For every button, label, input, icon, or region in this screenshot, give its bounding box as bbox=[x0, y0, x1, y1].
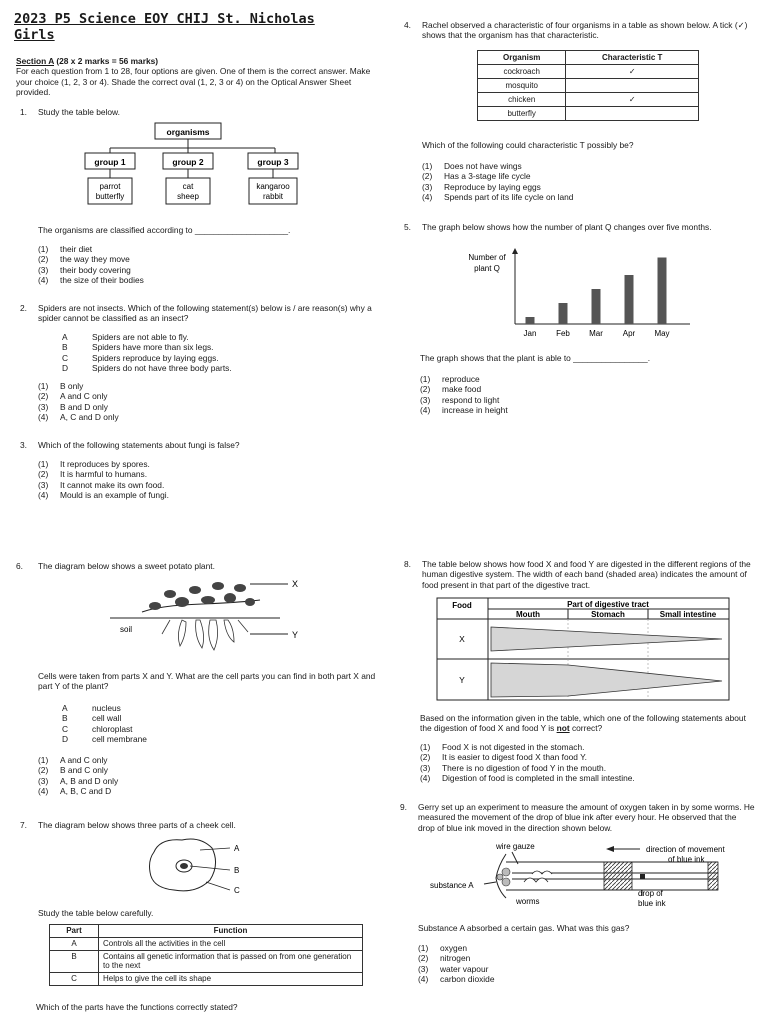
q3-number: 3. bbox=[20, 440, 27, 450]
q9-label-drop-1: drop of bbox=[638, 889, 663, 898]
table-row: mosquito bbox=[478, 79, 699, 93]
q4-table bbox=[477, 50, 699, 121]
q4-header-organism: Organism bbox=[478, 51, 566, 65]
q8-food-header: Food bbox=[452, 601, 472, 610]
q5-tick-labels bbox=[524, 329, 670, 338]
table-row: C Helps to give the cell its shape bbox=[50, 973, 363, 986]
q9-option: (4) carbon dioxide bbox=[418, 973, 495, 984]
q3-options bbox=[38, 459, 288, 500]
q1-member: rabbit bbox=[262, 192, 284, 201]
q5-tick-label: May bbox=[654, 329, 670, 338]
q1-option: (4) the size of their bodies bbox=[38, 274, 144, 285]
q2-statements bbox=[62, 332, 342, 373]
q1-member: sheep bbox=[177, 192, 199, 201]
q1-option: (3) their body covering bbox=[38, 264, 131, 275]
q5-bars bbox=[526, 258, 667, 325]
q9-option: (2) nitrogen bbox=[418, 953, 471, 964]
q5-bar-apr bbox=[625, 275, 634, 324]
q6-label-x: X bbox=[292, 579, 299, 589]
page-title bbox=[14, 12, 364, 44]
q5-after: The graph shows that the plant is able to ________________. bbox=[420, 353, 651, 363]
title-line-2: Girls bbox=[14, 26, 55, 43]
q3-option: (2) It is harmful to humans. bbox=[38, 469, 148, 480]
q9-option: (1) oxygen bbox=[418, 943, 468, 953]
q8-band-x bbox=[491, 627, 722, 651]
q9-number: 9. bbox=[400, 802, 407, 812]
q3-stem: Which of the following statements about fungi is false? bbox=[38, 440, 240, 450]
q3-option: (4) Mould is an example of fungi. bbox=[38, 489, 169, 500]
q1-group-3-label: group 3 bbox=[257, 157, 289, 167]
q2-statement: B Spiders have more than six legs. bbox=[62, 342, 214, 353]
q8-digestion-table bbox=[436, 597, 732, 703]
q5-bar-mar bbox=[592, 289, 601, 324]
q4-question: Which of the following could characteristic T possibly be? bbox=[422, 140, 634, 150]
q8-question: Based on the information given in the table, which one of the following statements about the digestion of food X and food Y is not correct? bbox=[420, 713, 746, 734]
q6-statement: B cell wall bbox=[62, 713, 122, 724]
q1-root-label: organisms bbox=[166, 127, 210, 137]
q6-statement: D cell membrane bbox=[62, 733, 147, 744]
q7-study-text: Study the table below carefully. bbox=[38, 908, 154, 918]
q9-options bbox=[418, 943, 718, 984]
q6-question: Cells were taken from parts X and Y. What are the cell parts you can find in both part X and part Y of the plant? bbox=[38, 671, 376, 692]
q8-stem: The table below shows how food X and food Y are digested in the different regions of the human digestive system. The width of each band (shaded area) indicates the amount of food present in that part of the digestive tract. bbox=[422, 559, 751, 590]
q2-statement: A Spiders are not able to fly. bbox=[62, 332, 189, 342]
table-row: B Contains all genetic information that is passed on from one generation to the next bbox=[50, 950, 363, 973]
section-a-marks: (28 x 2 marks = 56 marks) bbox=[54, 56, 159, 66]
q6-option: (1) A and C only bbox=[38, 755, 108, 765]
q4-option: (4) Spends part of its life cycle on land bbox=[422, 191, 574, 202]
q8-food-y: Y bbox=[459, 675, 465, 685]
q4-option: (1) Does not have wings bbox=[422, 161, 522, 171]
q9-label-drop-2: blue ink bbox=[638, 899, 666, 908]
q5-tick-label: Feb bbox=[556, 329, 570, 338]
q6-label-soil: soil bbox=[120, 625, 133, 634]
q8-food-x: X bbox=[459, 634, 465, 644]
q1-option: (2) the way they move bbox=[38, 254, 130, 265]
q4-option: (2) Has a 3-stage life cycle bbox=[422, 171, 531, 182]
q9-label-wire-gauze: wire gauze bbox=[496, 842, 535, 851]
q7-stem: The diagram below shows three parts of a cheek cell. bbox=[38, 820, 236, 830]
q9-label-worms: worms bbox=[516, 897, 540, 906]
q5-option: (2) make food bbox=[420, 384, 482, 395]
q4-option: (3) Reproduce by laying eggs bbox=[422, 181, 541, 192]
q3-option: (3) It cannot make its own food. bbox=[38, 479, 165, 490]
q6-options bbox=[38, 755, 288, 796]
q1-member: cat bbox=[182, 182, 194, 191]
q9-question: Substance A absorbed a certain gas. What was this gas? bbox=[418, 923, 630, 933]
q5-tick-label: Apr bbox=[622, 329, 636, 338]
q5-bar-jan bbox=[526, 317, 535, 324]
q4-options bbox=[422, 161, 722, 202]
q2-option: (3) B and D only bbox=[38, 401, 108, 412]
q5-option: (1) reproduce bbox=[420, 374, 480, 384]
q1-member: kangaroo bbox=[256, 182, 290, 191]
q8-region-mouth: Mouth bbox=[516, 610, 540, 619]
q7-cheek-cell-diagram bbox=[140, 834, 260, 898]
q9-label-direction-2: of blue ink bbox=[668, 855, 705, 864]
table-row: chicken ✓ bbox=[478, 93, 699, 107]
q7-header-part: Part bbox=[50, 925, 99, 938]
q5-option: (3) respond to light bbox=[420, 394, 500, 405]
q6-option: (2) B and C only bbox=[38, 765, 108, 776]
q2-number: 2. bbox=[20, 303, 27, 313]
q8-options bbox=[420, 742, 740, 783]
q9-experiment-diagram bbox=[428, 838, 748, 914]
q5-tick-label: Mar bbox=[589, 329, 603, 338]
q1-group-1-label: group 1 bbox=[94, 157, 126, 167]
q2-option: (4) A, C and D only bbox=[38, 411, 119, 422]
q9-ink-drop bbox=[640, 874, 645, 879]
q2-options bbox=[38, 381, 288, 422]
q2-stem: Spiders are not insects. Which of the following statement(s) below is / are reason(s) why a spider cannot be classified as an insect? bbox=[38, 303, 372, 324]
q7-label-a: A bbox=[234, 844, 240, 853]
q7-label-b: B bbox=[234, 866, 240, 875]
section-a-instructions: For each question from 1 to 28, four options are given. One of them is the correct answer. Make your choice (1, 2, 3 or 4). Shade the correct oval (1, 2, 3 or 4) on the Optical Answer Sheet provided. bbox=[16, 66, 371, 97]
q8-number: 8. bbox=[404, 559, 411, 569]
q9-option: (3) water vapour bbox=[418, 963, 489, 974]
q8-region-stomach: Stomach bbox=[591, 610, 625, 619]
q9-label-substance-a: substance A bbox=[430, 881, 474, 890]
q5-tick-label: Jan bbox=[523, 329, 537, 338]
q2-option: (1) B only bbox=[38, 381, 84, 391]
q5-option: (4) increase in height bbox=[420, 404, 508, 415]
q2-statement: C Spiders reproduce by laying eggs. bbox=[62, 352, 219, 363]
q6-stem: The diagram below shows a sweet potato plant. bbox=[38, 561, 215, 571]
q6-statement: A nucleus bbox=[62, 703, 121, 713]
q9-stem: Gerry set up an experiment to measure the amount of oxygen taken in by some worms. He measured the movement of the drop of blue ink after every hour. He observed that the drop of blue ink moved in the direction shown below. bbox=[418, 802, 755, 833]
q6-number: 6. bbox=[16, 561, 23, 571]
q5-bar-may bbox=[658, 258, 667, 325]
q7-question: Which of the parts have the functions correctly stated? bbox=[36, 1002, 238, 1012]
title-line-1: 2023 P5 Science EOY CHIJ St. Nicholas bbox=[14, 11, 315, 27]
q5-bar-feb bbox=[559, 303, 568, 324]
section-a-intro bbox=[16, 56, 381, 97]
q6-statements bbox=[62, 703, 312, 744]
q8-option: (4) Digestion of food is completed in the small intestine. bbox=[420, 772, 635, 783]
q1-prompt: Study the table below. bbox=[38, 107, 120, 117]
q1-stem: The organisms are classified according to ____________________. bbox=[38, 225, 291, 235]
q1-option: (1) their diet bbox=[38, 244, 93, 254]
q7-label-c: C bbox=[234, 886, 240, 895]
q6-option: (3) A, B and D only bbox=[38, 775, 119, 786]
q7-header-function: Function bbox=[99, 925, 363, 938]
table-row: cockroach ✓ bbox=[478, 65, 699, 79]
q5-bar-chart bbox=[460, 244, 700, 344]
table-row: A Controls all the activities in the cell bbox=[50, 937, 363, 950]
q8-region-small-intestine: Small intestine bbox=[659, 610, 717, 619]
q6-label-y: Y bbox=[292, 630, 299, 640]
q8-option: (1) Food X is not digested in the stomach. bbox=[420, 742, 585, 752]
table-row: butterfly bbox=[478, 107, 699, 121]
q7-number: 7. bbox=[20, 820, 27, 830]
q8-option: (3) There is no digestion of food Y in the mouth. bbox=[420, 762, 607, 773]
q6-option: (4) A, B, C and D bbox=[38, 785, 112, 796]
q2-statement: D Spiders do not have three body parts. bbox=[62, 362, 232, 373]
q5-ylabel-line2: plant Q bbox=[474, 264, 500, 273]
q2-option: (2) A and C only bbox=[38, 391, 108, 402]
q4-number: 4. bbox=[404, 20, 411, 30]
q8-option: (2) It is easier to digest food X than food Y. bbox=[420, 752, 587, 763]
q1-member: parrot bbox=[99, 182, 121, 191]
q1-number: 1. bbox=[20, 107, 27, 117]
q4-stem: Rachel observed a characteristic of four organisms in a table as shown below. A tick (✓) shows that the organism has that characteristic. bbox=[422, 20, 748, 41]
q7-function-table bbox=[49, 924, 363, 986]
q9-label-direction-1: direction of movement bbox=[646, 845, 725, 854]
q8-part-header: Part of digestive tract bbox=[567, 600, 649, 609]
q5-ylabel-line1: Number of bbox=[468, 253, 506, 262]
q4-header-characteristic: Characteristic T bbox=[566, 51, 699, 65]
q6-sweet-potato-diagram bbox=[100, 572, 340, 658]
q6-statement: C chloroplast bbox=[62, 723, 133, 734]
q1-group-2-label: group 2 bbox=[172, 157, 204, 167]
q1-options bbox=[38, 244, 288, 285]
q5-options bbox=[420, 374, 720, 415]
q3-option: (1) It reproduces by spores. bbox=[38, 459, 150, 469]
q5-number: 5. bbox=[404, 222, 411, 232]
section-a-heading: Section A bbox=[16, 56, 55, 66]
q1-classification-diagram bbox=[80, 120, 310, 212]
q8-band-y bbox=[491, 663, 722, 697]
q5-stem: The graph below shows how the number of plant Q changes over five months. bbox=[422, 222, 712, 232]
y-axis-arrow bbox=[512, 248, 518, 254]
q1-member: butterfly bbox=[95, 192, 125, 201]
